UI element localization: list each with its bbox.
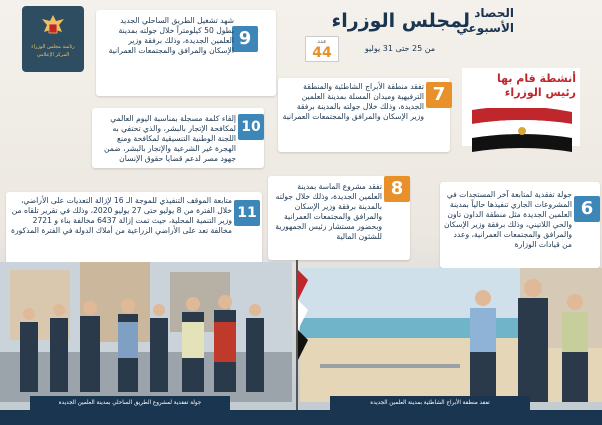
item-text-7: تفقد منطقة الأبراج الشاطئية والمنطقة الترفيهية وميدان المسلة بمدينة العلمين الجديدة، وذلك خلال جولته بالمدينة برفقة وزير الإسكان والمرافق والمجتمعات العمرانية [282, 82, 424, 121]
eagle-icon [38, 12, 68, 42]
activities-title-2: رئيس الوزراء [504, 86, 576, 99]
header-weekly-line1: الحصاد [474, 6, 514, 20]
item-number-7: 7 [426, 82, 452, 108]
caption-left: جولة تفقدية لمشروع الطريق الساحلي بمدينة العلمين الجديدة [30, 396, 230, 410]
egypt-flag-icon [472, 108, 572, 154]
issue-label: عدد [317, 38, 327, 45]
item-text-11: متابعة الموقف التنفيذي للموجة الـ 16 لإزالة التعديات على الأراضي، خلال الفترة من 8 يوليو حتى 27 يوليو 2020، وذلك في تقرير تلقاه من وزير التنمية المحلية، حيث تمت إزالة 6437 مخالفة بناء و 2721 مخالفة تعد على الأراضي الزراعية من أملاك الدولة في الفترة المذكورة [10, 196, 232, 235]
logo-text-1: رئاسة مجلس الوزراء [31, 44, 75, 50]
header-date: من 25 حتى 31 يوليو [364, 44, 436, 53]
issue-number: 44 [312, 45, 332, 61]
item-number-6: 6 [574, 196, 600, 222]
item-text-8: تفقد مشروع الماسة بمدينة العلمين الجديدة، وذلك خلال جولته بالمدينة برفقة وزير الإسكان والمرافق والمجتمعات العمرانية وبحضور مستشار رئيس الجمهورية للشئون المالية [275, 182, 382, 241]
caption-right: تفقد منطقة الأبراج الشاطئية بمدينة العلمين الجديدة [330, 396, 530, 410]
logo-text-2: المركز الإعلامي [36, 52, 70, 58]
item-number-10: 10 [238, 114, 264, 140]
tour-photo-left [0, 262, 292, 402]
item-text-6: جولة تفقدية لمتابعة آخر المستجدات في المشروعات الجاري تنفيذها حالياً بمدينة العلمين الجديدة مثل منطقة الداون تاون والحي اللاتيني، وذلك برفقة وزير الإسكان والمرافق والمجتمعات العمرانية، وعدد من قيادات الوزارة [444, 190, 572, 249]
item-text-10: إلقاء كلمة مسجلة بمناسبة اليوم العالمي لمكافحة الإتجار بالبشر، والذي تحتفي به اللجنة الوطنية التنسيقية لمكافحة ومنع الهجرة غير الشرعية والإتجار بالبشر، ضمن جهود مصر لدعم قضايا حقوق الإنسان [104, 114, 236, 163]
flag-pole-icon [286, 260, 308, 410]
item-number-8: 8 [384, 176, 410, 202]
footer-bar [0, 410, 602, 425]
header-weekly-line2: الأسبوعي [456, 21, 514, 35]
item-number-11: 11 [234, 200, 260, 226]
tour-photo-right [300, 268, 602, 402]
item-text-9: شهد تشغيل الطريق الساحلي الجديد بطول 50 كيلومتراً خلال جولته بمدينة العلمين الجديدة، وذلك برفقة وزير الإسكان والمرافق والمجتمعات العمرانية [108, 16, 234, 55]
activities-title-1: أنشطة قام بها [496, 72, 576, 85]
page-title: لمجلس الوزراء [331, 10, 470, 32]
item-number-9: 9 [232, 26, 258, 52]
